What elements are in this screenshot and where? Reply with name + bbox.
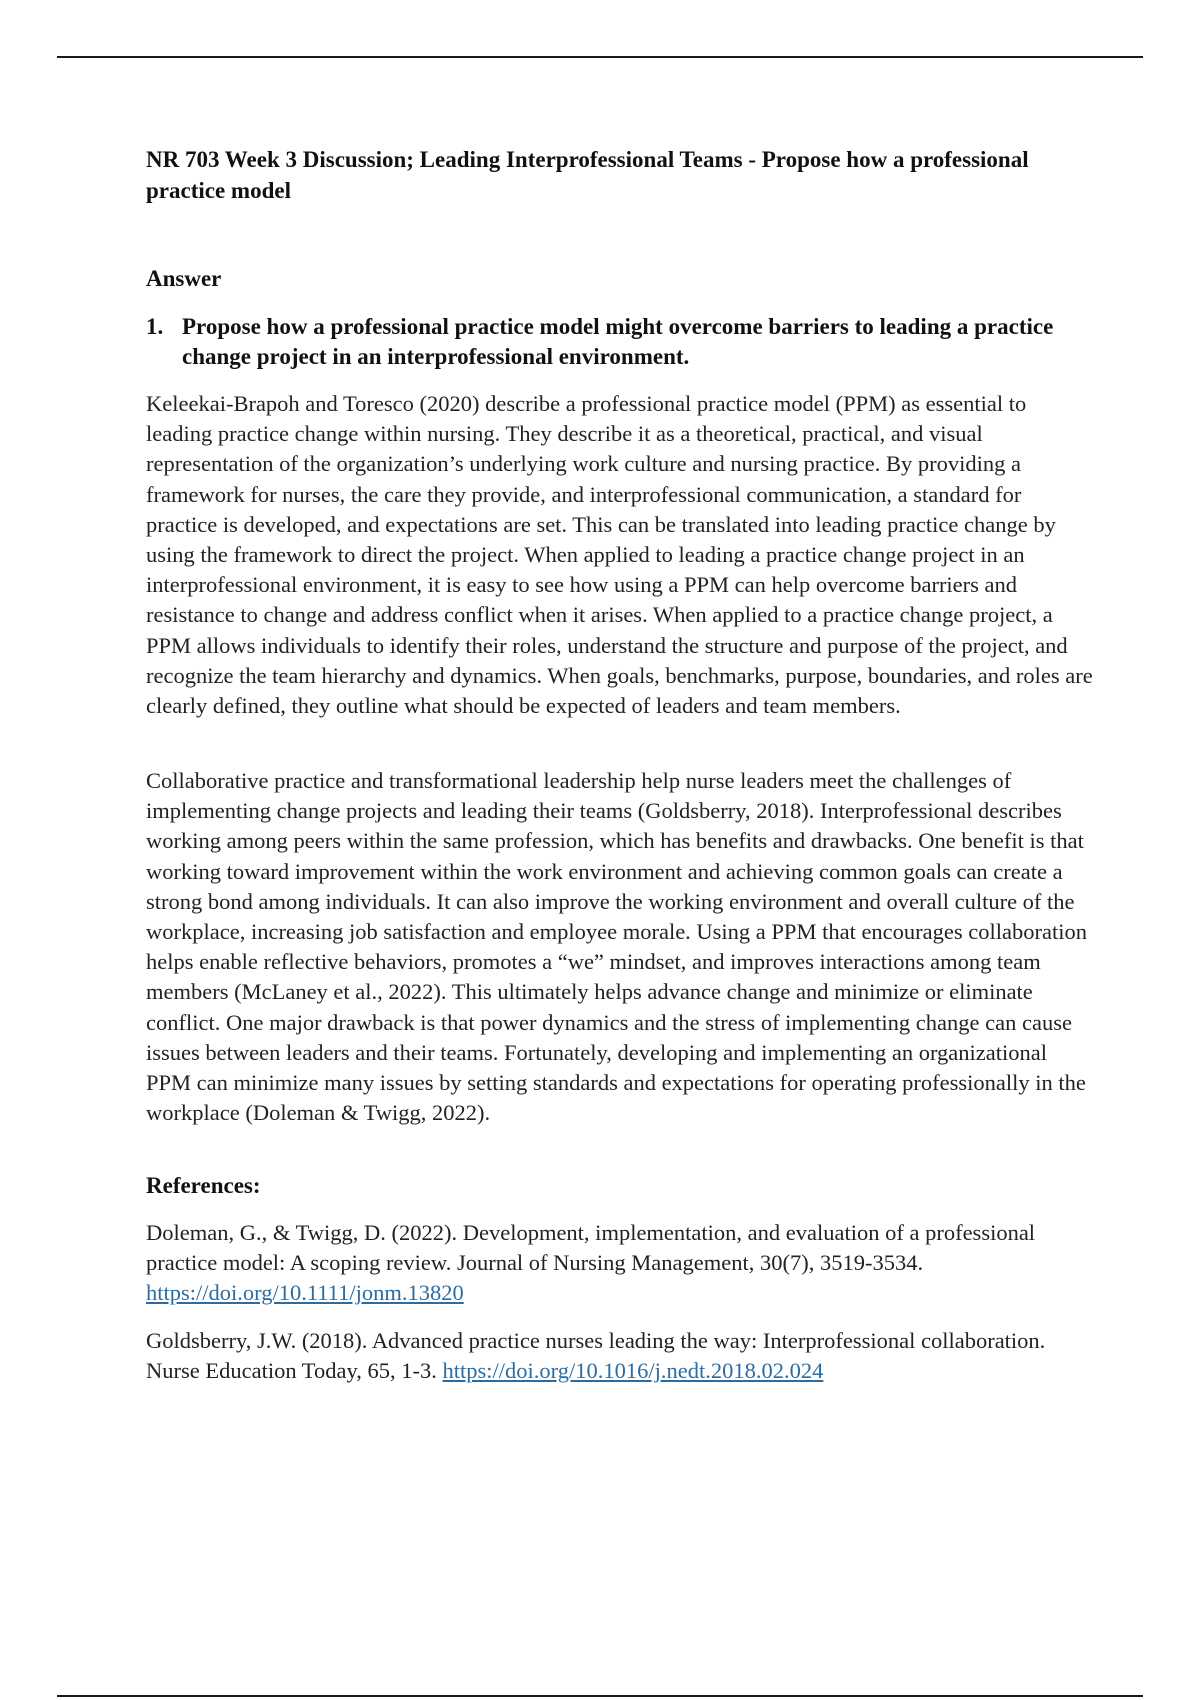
reference-doi-link[interactable]: https://doi.org/10.1016/j.nedt.2018.02.024 [442,1358,824,1384]
body-paragraph: Collaborative practice and transformational leadership help nurse leaders meet the challenges of implementing change projects and leading their teams (Goldsberry, 2018). Interprofessional describes working among peers within the same profession, which has benefits and drawbacks. One benefit is that working toward improvement within the work environment and achieving common goals can create a strong bond among individuals. It can also improve the working environment and overall culture of the workplace, increasing job satisfaction and employee morale. Using a PPM that encourages collaboration helps enable reflective behaviors, promotes a “we” mindset, and improves interactions among team members (McLaney et al., 2022). This ultimately helps advance change and minimize or eliminate conflict. One major drawback is that power dynamics and the stress of implementing change can cause issues between leaders and their teams. Fortunately, developing and implementing an organizational PPM can minimize many issues by setting standards and expectations for operating professionally in the workplace (Doleman & Twigg, 2022). [146,768,1087,1126]
question-text: Propose how a professional practice model might overcome barriers to leading a practice change project in an interprofessional environment. [182,314,1054,369]
body-paragraph: Keleekai-Brapoh and Toresco (2020) describe a professional practice model (PPM) as essential to leading practice change within nursing. They describe it as a theoretical, practical, and visual representation of the organization’s underlying work culture and nursing practice. By providing a framework for nurses, the care they provide, and interprofessional communication, a standard for practice is developed, and expectations are set. This can be translated into leading practice change by using the framework to direct the project. When applied to leading a practice change project in an interprofessional environment, it is easy to see how using a PPM can help overcome barriers and resistance to change and address conflict when it arises. When applied to a practice change project, a PPM allows individuals to identify their roles, understand the structure and purpose of the project, and recognize the team hierarchy and dynamics. When goals, benchmarks, purpose, boundaries, and roles are clearly defined, they outline what should be expected of leaders and team members. [146,391,1093,719]
document-title: NR 703 Week 3 Discussion; Leading Interprofessional Teams - Propose how a professional practice model [146,147,1029,203]
header-rule [57,56,1143,58]
reference-text: Doleman, G., & Twigg, D. (2022). Development, implementation, and evaluation of a professional practice model: A scoping review. Journal of Nursing Management, 30(7), 3519-3534. [146,1220,1036,1276]
answer-heading: Answer [146,266,222,291]
references-heading: References: [146,1173,261,1198]
document-body [146,144,1096,1384]
question-number: 1. [146,314,164,339]
reference-doi-link[interactable]: https://doi.org/10.1111/jonm.13820 [146,1280,464,1306]
footer-rule [57,1695,1143,1697]
reference-entry [146,1218,1096,1309]
question-item [146,312,1096,372]
reference-entry [146,1326,1096,1386]
reference-text: Goldsberry, J.W. (2018). Advanced practice nurses leading the way: Interprofessional collaboration. Nurse Education Today, 65, 1-3. [146,1328,1046,1384]
